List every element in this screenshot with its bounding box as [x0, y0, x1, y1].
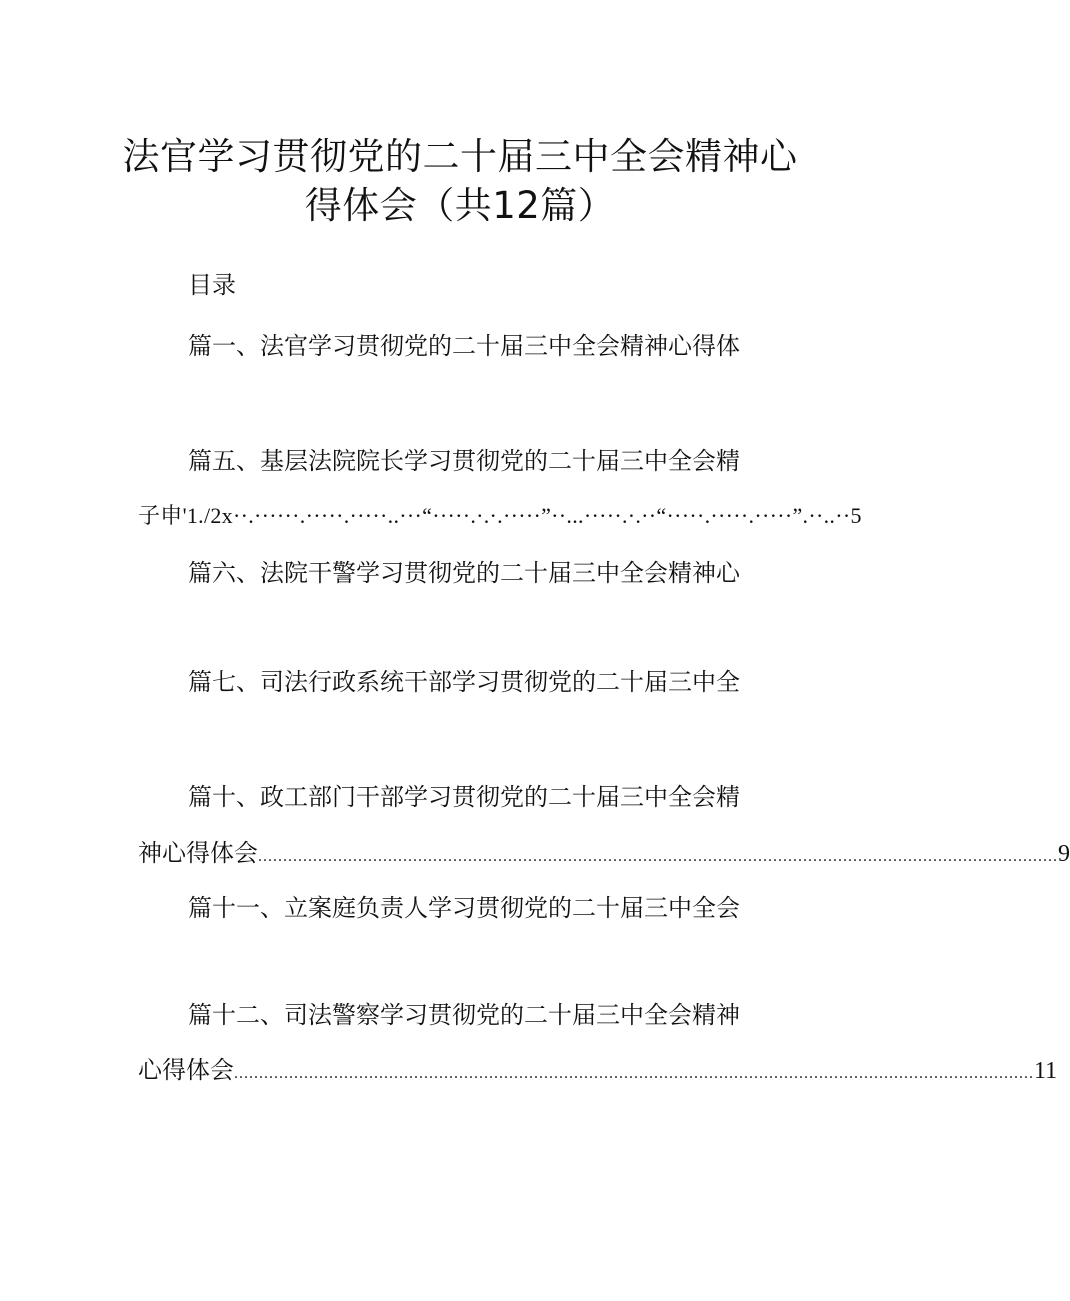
toc-entry-1[interactable]: 篇一、法官学习贯彻党的二十届三中全会精神心得体	[188, 332, 740, 360]
toc-entry-12-page-number: 11	[1034, 1058, 1058, 1084]
toc-entry-7[interactable]: 篇七、司法行政系统干部学习贯彻党的二十届三中全	[188, 668, 740, 696]
toc-entry-6[interactable]: 篇六、法院干警学习贯彻党的二十届三中全会精神心	[188, 559, 740, 587]
toc-entry-5[interactable]: 篇五、基层法院院长学习贯彻党的二十届三中全会精	[188, 447, 740, 475]
toc-entry-12-continuation[interactable]	[138, 1052, 1058, 1092]
document-title-line-2: 得体会（共12篇）	[304, 184, 616, 227]
dot-leader: ................................................................................................................................................................	[234, 1065, 1034, 1082]
dot-leader: ................................................................................................................................................................	[258, 848, 1058, 865]
toc-entry-10-page-number: 9	[1058, 841, 1070, 867]
toc-heading: 目录	[188, 271, 236, 299]
toc-entry-10-text: 神心得体会	[138, 839, 258, 867]
document-title-line-1: 法官学习贯彻党的二十届三中全会精神心	[122, 135, 798, 178]
toc-entry-12[interactable]: 篇十二、司法警察学习贯彻党的二十届三中全会精神	[188, 1001, 740, 1029]
toc-entry-11[interactable]: 篇十一、立案庭负责人学习贯彻党的二十届三中全会	[188, 894, 740, 922]
toc-entry-10[interactable]: 篇十、政工部门干部学习贯彻党的二十届三中全会精	[188, 783, 740, 811]
toc-entry-5-continuation[interactable]: 子申'1./2x··.······.·····.·····..···“·····.·.·.·····”··...·····.·.··“·····.·····.·····”.··..··5	[138, 503, 862, 528]
toc-entry-12-text: 心得体会	[138, 1056, 234, 1084]
toc-entry-10-continuation[interactable]	[138, 835, 1070, 875]
